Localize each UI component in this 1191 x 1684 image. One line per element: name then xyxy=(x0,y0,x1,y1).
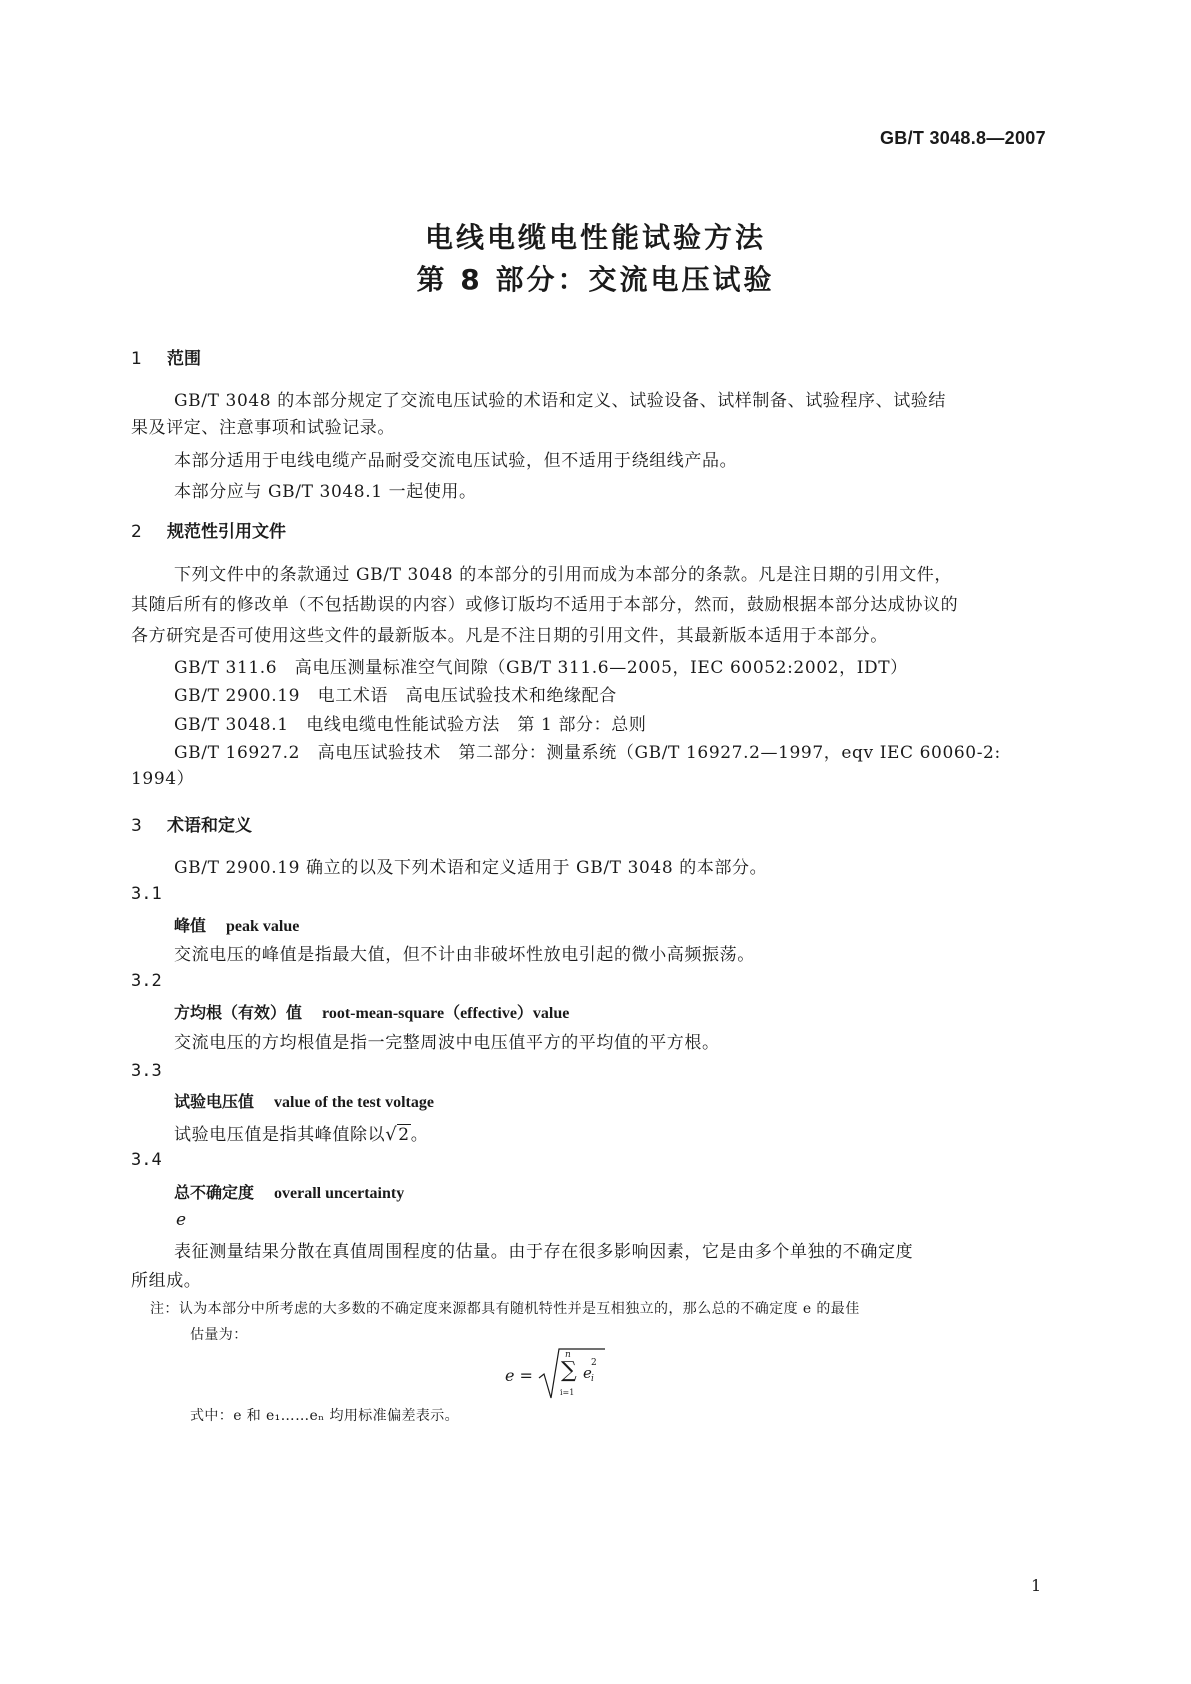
definition-text: 试验电压值是指其峰值除以 xyxy=(174,1125,386,1145)
formula-subscript: i xyxy=(591,1374,594,1384)
term-chinese: 峰值 xyxy=(174,916,207,935)
term-english: peak value xyxy=(226,918,300,935)
term-chinese: 试验电压值 xyxy=(174,1092,255,1111)
term-number: 3.2 xyxy=(131,971,162,991)
sqrt-symbol: √ xyxy=(385,1124,398,1145)
section-title: 术语和定义 xyxy=(167,816,252,836)
note-line xyxy=(150,1298,860,1318)
sum-lower-limit: i=1 xyxy=(560,1388,575,1397)
section-1-heading xyxy=(131,344,201,369)
section-number: 1 xyxy=(131,349,142,369)
section-intro: GB/T 2900.19 确立的以及下列术语和定义适用于 GB/T 3048 的本部分。 xyxy=(174,858,768,878)
paragraph-line: 其随后所有的修改单（不包括勘误的内容）或修订版均不适用于本部分，然而，鼓励根据本部分达成协议的 xyxy=(131,595,959,615)
term-definition: 交流电压的方均根值是指一完整周波中电压值平方的平均值的平方根。 xyxy=(174,1033,720,1053)
term-chinese: 总不确定度 xyxy=(174,1183,255,1202)
paragraph-line: 果及评定、注意事项和试验记录。 xyxy=(131,418,395,438)
document-title: 电线电缆电性能试验方法 xyxy=(424,221,766,254)
term-number: 3.1 xyxy=(131,884,162,904)
term-number: 3.3 xyxy=(131,1061,162,1081)
reference-item-continued: 1994） xyxy=(131,769,195,789)
formula-superscript: 2 xyxy=(591,1358,597,1368)
paragraph-line: 各方研究是否可使用这些文件的最新版本。凡是不注日期的引用文件，其最新版本适用于本部分。 xyxy=(131,626,888,646)
formula-where-clause: 式中：e 和 e₁……eₙ 均用标准偏差表示。 xyxy=(190,1408,460,1424)
note-line-continued: 估量为： xyxy=(190,1327,248,1343)
term-english: overall uncertainty xyxy=(274,1185,405,1202)
formula-variable: e xyxy=(583,1364,592,1382)
definition-end: 。 xyxy=(410,1125,429,1145)
term-symbol: e xyxy=(176,1210,187,1230)
paragraph-line: 本部分应与 GB/T 3048.1 一起使用。 xyxy=(174,482,477,502)
note-text: 认为本部分中所考虑的大多数的不确定度来源都具有随机特性并是互相独立的，那么总的不确定度 e 的最佳 xyxy=(178,1301,860,1317)
reference-item: GB/T 311.6 高电压测量标准空气间隙（GB/T 311.6—2005，IEC 60052:2002，IDT） xyxy=(174,658,908,678)
sqrt-argument: 2 xyxy=(398,1125,410,1145)
standard-code: GB/T 3048.8—2007 xyxy=(880,128,1046,148)
term-heading xyxy=(174,913,299,936)
reference-item: GB/T 3048.1 电线电缆电性能试验方法 第 1 部分：总则 xyxy=(174,715,647,735)
term-chinese: 方均根（有效）值 xyxy=(174,1003,303,1022)
section-2-heading xyxy=(131,517,286,542)
note-prefix: 注： xyxy=(150,1301,179,1317)
formula-lhs: e = xyxy=(505,1366,533,1385)
section-number: 3 xyxy=(131,816,142,836)
term-heading xyxy=(174,1089,434,1112)
term-english: value of the test voltage xyxy=(274,1094,434,1111)
term-number: 3.4 xyxy=(131,1150,162,1170)
term-heading xyxy=(174,1000,569,1023)
uncertainty-formula xyxy=(505,1344,615,1406)
section-title: 范围 xyxy=(167,349,201,369)
paragraph-line: GB/T 3048 的本部分规定了交流电压试验的术语和定义、试验设备、试样制备、试验程序、试验结 xyxy=(174,391,947,411)
section-3-heading xyxy=(131,811,252,836)
document-subtitle: 第 8 部分：交流电压试验 xyxy=(416,263,775,296)
term-definition: 表征测量结果分散在真值周围程度的估量。由于存在很多影响因素，它是由多个单独的不确定度 xyxy=(174,1242,914,1262)
term-english: root-mean-square（effective）value xyxy=(322,1005,570,1022)
reference-item: GB/T 2900.19 电工术语 高电压试验技术和绝缘配合 xyxy=(174,686,617,706)
term-definition-continued: 所组成。 xyxy=(131,1271,202,1291)
paragraph-line: 下列文件中的条款通过 GB/T 3048 的本部分的引用而成为本部分的条款。凡是注日期的引用文件， xyxy=(174,565,953,585)
term-definition: 交流电压的峰值是指最大值，但不计由非破坏性放电引起的微小高频振荡。 xyxy=(174,945,755,965)
reference-item: GB/T 16927.2 高电压试验技术 第二部分：测量系统（GB/T 16927.2—1997，eqv IEC 60060-2: xyxy=(174,743,1001,763)
term-definition xyxy=(174,1120,428,1145)
sum-icon: ∑ xyxy=(561,1358,577,1383)
sum-upper-limit: n xyxy=(565,1350,571,1360)
paragraph-line: 本部分适用于电线电缆产品耐受交流电压试验，但不适用于绕组线产品。 xyxy=(174,451,738,471)
section-number: 2 xyxy=(131,522,142,542)
page-number: 1 xyxy=(1031,1576,1042,1595)
term-heading xyxy=(174,1180,404,1203)
section-title: 规范性引用文件 xyxy=(167,522,286,542)
